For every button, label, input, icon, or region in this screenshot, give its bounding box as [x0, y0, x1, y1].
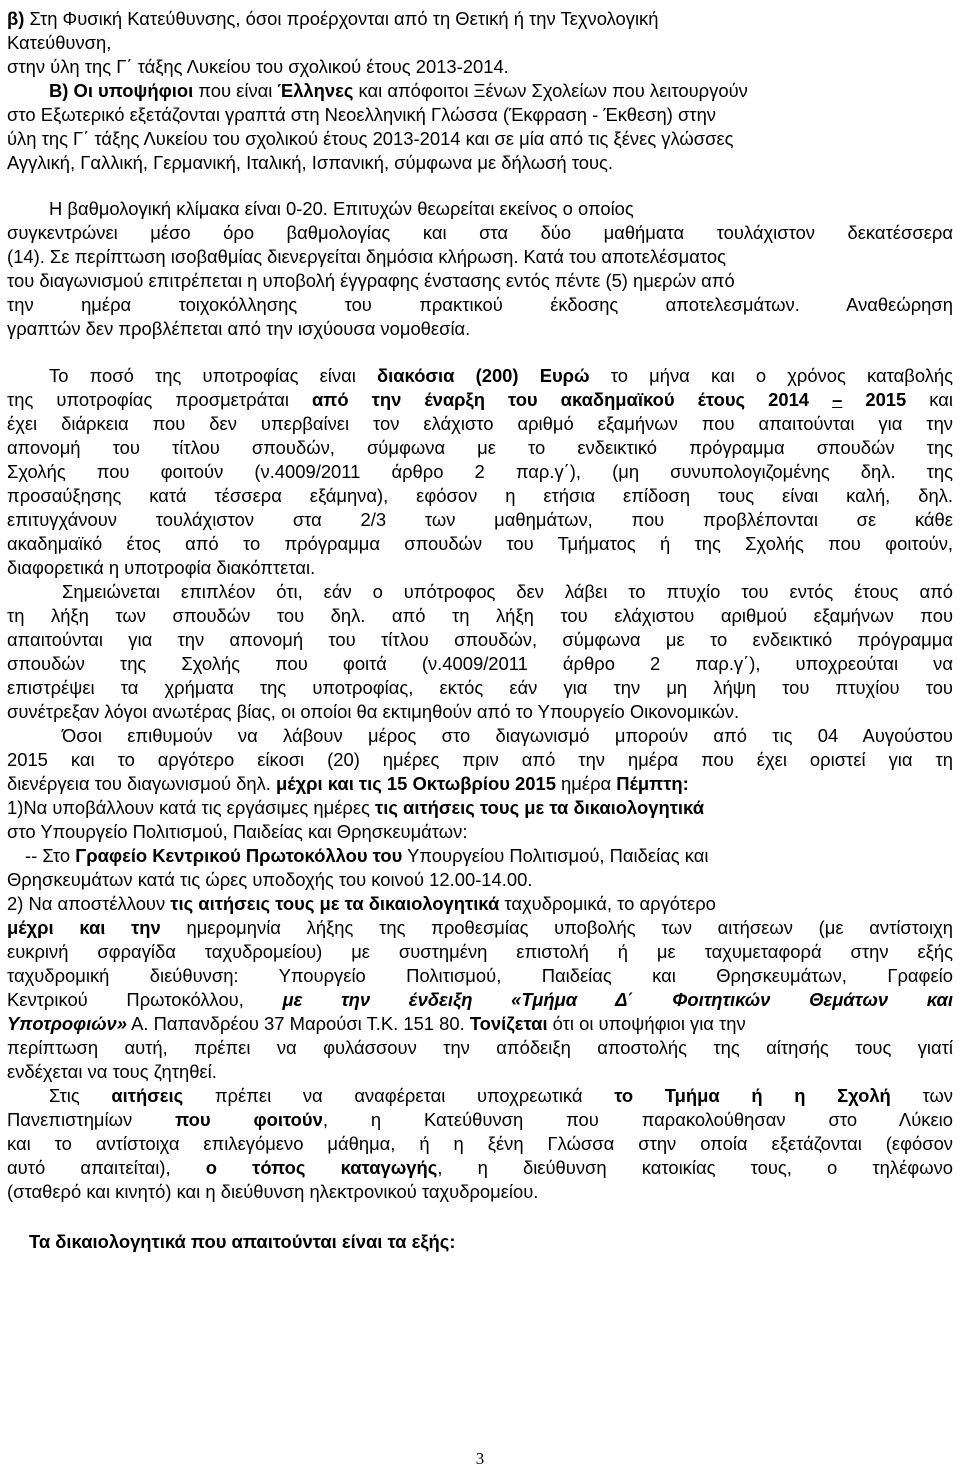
- text-run: την ημέρα τοιχοκόλλησης του πρακτικού έκδοσης αποτελεσμάτων. Αναθεώρηση: [7, 294, 953, 315]
- text-line: [7, 459, 953, 484]
- text-run: από την έναρξη του ακαδημαϊκού έτους 2014: [311, 389, 810, 410]
- text-run: , η διεύθυνση κατοικίας τους, ο τηλέφωνο: [437, 1157, 953, 1178]
- text-line: [7, 1059, 953, 1084]
- text-run: ότι οι υποψήφιοι για την: [547, 1013, 746, 1034]
- text-run: 2015: [842, 389, 907, 410]
- text-line: [7, 387, 953, 412]
- text-run: ταχυδρομικά, το αργότερο: [499, 893, 716, 914]
- text-line: [7, 819, 953, 844]
- text-line: [7, 6, 953, 31]
- text-run: Το ποσό της υποτροφίας είναι: [49, 365, 377, 386]
- text-run: συγκεντρώνει μέσο όρο βαθμολογίας και στα δύο μαθήματα τουλάχιστον δεκατέσσερα: [7, 222, 953, 243]
- text-line: [7, 292, 953, 317]
- text-line: [7, 244, 953, 269]
- text-run: τις αιτήσεις τους με τα δικαιολογητικά: [170, 893, 500, 914]
- text-run: που φοιτούν: [175, 1109, 323, 1130]
- text-run: ημέρα: [555, 773, 617, 794]
- page-number: 3: [475, 1449, 485, 1468]
- text-run: ημερομηνία λήξης της προθεσμίας υποβολής των αιτήσεων (με αντίστοιχη: [160, 917, 953, 938]
- text-run: Σχολής που φοιτούν (ν.4009/2011 άρθρο 2 παρ.γ΄), (μη συνυπολογιζομένης δηλ. της: [7, 461, 953, 482]
- text-run: επιτυγχάνουν τουλάχιστον στα 2/3 των μαθημάτων, που προβλέπονται σε κάθε: [7, 509, 953, 530]
- text-run: Στις: [49, 1085, 112, 1106]
- text-run: ενδέχεται να τους ζητηθεί.: [7, 1061, 217, 1082]
- text-line: [7, 723, 953, 748]
- text-run: απαιτούνται για την απονομή του τίτλου σπουδών, σύμφωνα με το ενδεικτικό πρόγραμμα: [7, 629, 953, 650]
- text-line: [7, 411, 953, 436]
- text-run: Έλληνες: [277, 80, 354, 101]
- text-line: [7, 150, 953, 175]
- text-run: -- Στο: [25, 845, 76, 866]
- text-run: Α. Παπανδρέου 37 Μαρούσι Τ.Κ. 151 80.: [127, 1013, 470, 1034]
- text-line: [7, 963, 953, 988]
- text-line: [7, 1011, 953, 1036]
- text-line: [7, 1083, 953, 1108]
- text-run: προσαύξησης κατά τέσσερα εξάμηνα), εφόσον η ετήσια επίδοση τους είναι καλή, δηλ.: [7, 485, 953, 506]
- text-run: (14). Σε περίπτωση ισοβαθμίας διενεργείται δημόσια κλήρωση. Κατά του αποτελέσματος: [7, 246, 726, 267]
- text-run: Υποτροφιών»: [7, 1013, 128, 1034]
- text-line: [7, 483, 953, 508]
- text-run: ύλη της Γ΄ τάξης Λυκείου του σχολικού έτους 2013-2014 και σε μία από τις ξένες γλώσσες: [7, 128, 734, 149]
- text-run: το μήνα και ο χρόνος καταβολής: [589, 365, 953, 386]
- text-line: [7, 795, 953, 820]
- text-line: [7, 1229, 953, 1254]
- text-run: μέχρι και την: [7, 917, 161, 938]
- text-line: [7, 891, 953, 916]
- text-run: Η βαθμολογική κλίμακα είναι 0-20. Επιτυχών θεωρείται εκείνος ο οποίος: [49, 198, 634, 219]
- text-line: [7, 915, 953, 940]
- text-run: 2) Να αποστέλλουν: [7, 893, 171, 914]
- text-line: [7, 1131, 953, 1156]
- text-run: γραπτών δεν προβλέπεται από την ισχύουσα νομοθεσία.: [7, 318, 471, 339]
- text-run: ταχυδρομική διεύθυνση: Υπουργείο Πολιτισμού, Παιδείας και Θρησκευμάτων, Γραφείο: [7, 965, 953, 986]
- text-run: του διαγωνισμού επιτρέπεται η υποβολή έγγραφης ένστασης εντός πέντε (5) ημερών από: [7, 270, 735, 291]
- text-run: Αγγλική, Γαλλική, Γερμανική, Ιταλική, Ισπανική, σύμφωνα με δήλωσή τους.: [7, 152, 614, 173]
- text-line: [7, 651, 953, 676]
- text-line: [7, 30, 953, 55]
- text-run: πρέπει να αναφέρεται υποχρεωτικά: [183, 1085, 615, 1106]
- text-run: , η Κατεύθυνση που παρακολούθησαν στο Λύκειο: [322, 1109, 953, 1130]
- text-line: [7, 843, 953, 868]
- text-run: διενέργεια του διαγωνισμού δηλ.: [7, 773, 277, 794]
- text-run: [809, 389, 832, 410]
- text-run: Γραφείο Κεντρικού Πρωτοκόλλου του: [75, 845, 403, 866]
- text-run: Θρησκευμάτων κατά τις ώρες υποδοχής του κοινού 12.00-14.00.: [7, 869, 533, 890]
- text-line: [7, 699, 953, 724]
- text-run: 1)Να υποβάλλουν κατά τις εργάσιμες ημέρες: [7, 797, 376, 818]
- text-run: ευκρινή σφραγίδα ταχυδρομείου) με συστημένη επιστολή ή με ταχυμεταφορά στην εξής: [7, 941, 953, 962]
- text-run: Κατεύθυνση,: [7, 32, 112, 53]
- text-line: [7, 675, 953, 700]
- text-line: [7, 627, 953, 652]
- text-line: [7, 363, 953, 388]
- text-run: ο τόπος καταγωγής: [205, 1157, 438, 1178]
- text-run: Τα δικαιολογητικά που απαιτούνται είναι τα εξής:: [29, 1231, 456, 1252]
- text-line: [7, 1155, 953, 1180]
- text-line: [7, 78, 953, 103]
- text-run: Όσοι επιθυμούν να λάβουν μέρος στο διαγωνισμό μπορούν από τις 04 Αυγούστου: [62, 725, 953, 746]
- text-line: [7, 747, 953, 772]
- text-run: απονομή του τίτλου σπουδών, σύμφωνα με το ενδεικτικό πρόγραμμα σπουδών της: [7, 437, 953, 458]
- text-line: [7, 268, 953, 293]
- text-line: [7, 603, 953, 628]
- text-run: Β) Οι υποψήφιοι: [49, 80, 194, 101]
- text-line: [7, 126, 953, 151]
- text-run: διαφορετικά η υποτροφία διακόπτεται.: [7, 557, 316, 578]
- text-line: [7, 555, 953, 580]
- text-run: σπουδών της Σχολής που φοιτά (ν.4009/2011 άρθρο 2 παρ.γ΄), υποχρεούται να: [7, 653, 953, 674]
- text-run: Τονίζεται: [469, 1013, 548, 1034]
- text-run: Στη Φυσική Κατεύθυνσης, όσοι προέρχονται από τη Θετική ή την Τεχνολογική: [29, 8, 659, 29]
- text-run: έχει διάρκεια που δεν υπερβαίνει τον ελάχιστο αριθμό εξαμήνων που απαιτούνται για την: [7, 413, 953, 434]
- text-line: [7, 867, 953, 892]
- text-run: το Τμήμα ή η Σχολή: [614, 1085, 891, 1106]
- text-line: [7, 531, 953, 556]
- text-line: [7, 102, 953, 127]
- text-run: αυτό απαιτείται),: [7, 1157, 206, 1178]
- text-run: Πέμπτη:: [616, 773, 689, 794]
- text-line: [7, 1179, 953, 1204]
- text-run: της υποτροφίας προσμετράται: [7, 389, 312, 410]
- text-line: [7, 220, 953, 245]
- text-run: στην ύλη της Γ΄ τάξης Λυκείου του σχολικού έτους 2013-2014.: [7, 56, 509, 77]
- text-run: στο Εξωτερικό εξετάζονται γραπτά στη Νεοελληνική Γλώσσα (Έκφραση - Έκθεση) στην: [7, 104, 716, 125]
- text-line: [7, 435, 953, 460]
- text-line: [7, 1107, 953, 1132]
- text-line: [7, 507, 953, 532]
- text-run: ακαδημαϊκό έτος από το πρόγραμμα σπουδών του Τμήματος ή της Σχολής που φοιτούν,: [7, 533, 953, 554]
- text-run: τις αιτήσεις τους με τα δικαιολογητικά: [375, 797, 704, 818]
- text-run: μέχρι και τις 15 Οκτωβρίου 2015: [276, 773, 556, 794]
- text-line: [7, 771, 953, 796]
- text-run: Πανεπιστημίων: [7, 1109, 176, 1130]
- text-run: –: [832, 389, 843, 410]
- text-line: [7, 939, 953, 964]
- text-run: και το αντίστοιχα επιλεγόμενο μάθημα, ή η ξένη Γλώσσα στην οποία εξετάζονται (εφόσον: [7, 1133, 953, 1154]
- text-line: [7, 316, 953, 341]
- text-line: [7, 1035, 953, 1060]
- text-run: με την ένδειξη «Τμήμα Δ΄ Φοιτητικών Θεμάτων και: [282, 989, 953, 1010]
- text-run: και απόφοιτοι Ξένων Σχολείων που λειτουργούν: [353, 80, 748, 101]
- text-run: Κεντρικού Πρωτοκόλλου,: [7, 989, 283, 1010]
- text-run: 2015 και το αργότερο είκοσι (20) ημέρες πριν από την ημέρα που έχει οριστεί για τη: [7, 749, 953, 770]
- text-run: β): [7, 8, 30, 29]
- text-run: Υπουργείου Πολιτισμού, Παιδείας και: [402, 845, 709, 866]
- text-run: επιστρέψει τα χρήματα της υποτροφίας, εκτός εάν για την μη λήψη του πτυχίου του: [7, 677, 953, 698]
- text-run: διακόσια (200) Ευρώ: [376, 365, 590, 386]
- text-run: συνέτρεξαν λόγοι ανωτέρας βίας, οι οποίοι θα εκτιμηθούν από το Υπουργείο Οικονομικών.: [7, 701, 740, 722]
- text-line: [7, 579, 953, 604]
- text-line: [7, 987, 953, 1012]
- text-run: (σταθερό και κινητό) και η διεύθυνση ηλεκτρονικού ταχυδρομείου.: [7, 1181, 539, 1202]
- text-run: περίπτωση αυτή, πρέπει να φυλάσσουν την απόδειξη αποστολής της αίτησής τους γιατί: [7, 1037, 953, 1058]
- text-run: και: [906, 389, 953, 410]
- text-run: που είναι: [193, 80, 278, 101]
- text-run: τη λήξη των σπουδών του δηλ. από τη λήξη του ελάχιστου αριθμού εξαμήνων που: [7, 605, 953, 626]
- text-run: αιτήσεις: [111, 1085, 184, 1106]
- text-run: Σημειώνεται επιπλέον ότι, εάν ο υπότροφος δεν λάβει το πτυχίο του εντός έτους από: [62, 581, 953, 602]
- text-run: στο Υπουργείο Πολιτισμού, Παιδείας και Θρησκευμάτων:: [7, 821, 468, 842]
- text-run: των: [890, 1085, 953, 1106]
- text-line: [7, 54, 953, 79]
- text-line: [7, 196, 953, 221]
